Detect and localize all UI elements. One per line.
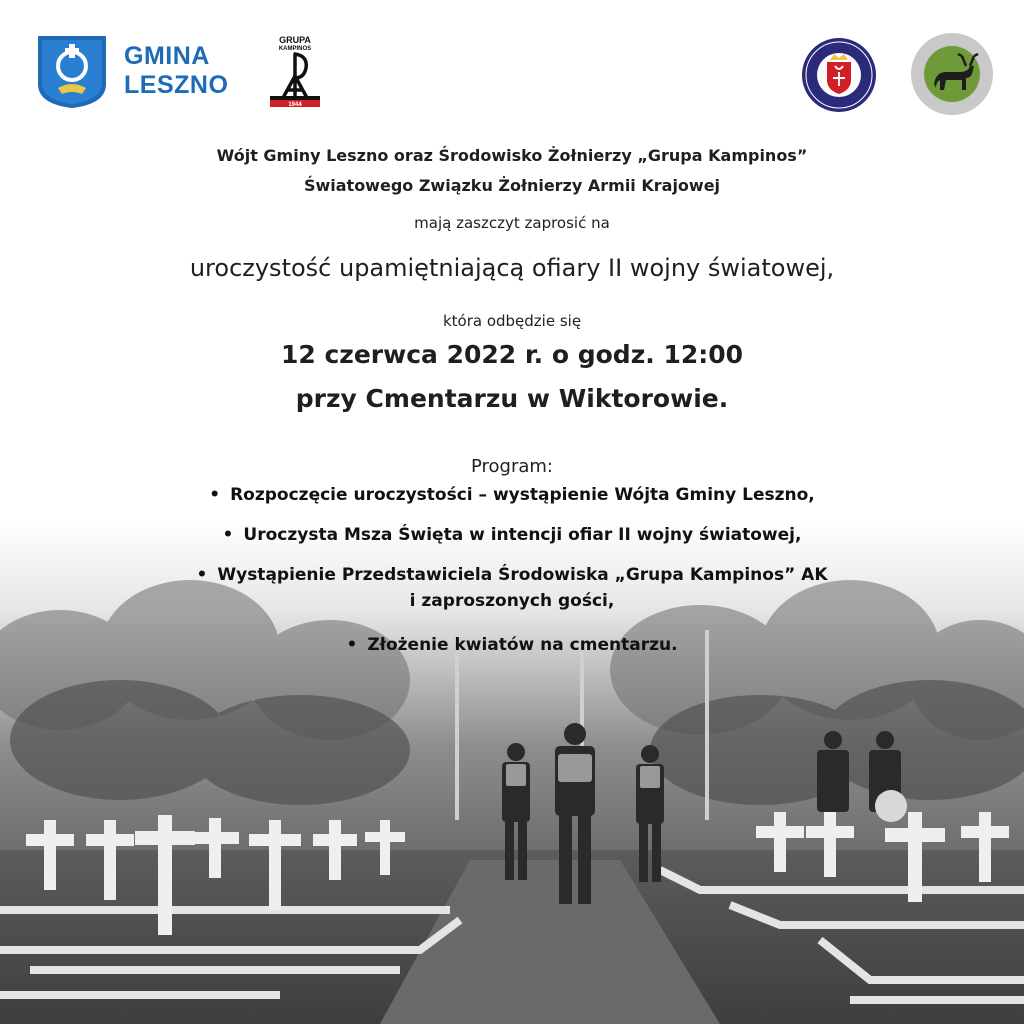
hosts-line-2: Światowego Związku Żołnierzy Armii Krajowej xyxy=(303,176,721,195)
bullet-icon: • xyxy=(346,635,358,655)
bullet-icon: • xyxy=(222,525,234,545)
grupa-kampinos-ak-logo-icon xyxy=(266,34,324,108)
program-item-text: i zaproszonych gości, xyxy=(409,591,615,611)
program-label: Program: xyxy=(470,456,553,477)
event-title: uroczystość upamiętniającą ofiary II wojny światowej, xyxy=(189,254,835,282)
program-item-text: Złożenie kwiatów na cmentarzu. xyxy=(367,635,678,655)
ak-logo-year-text: 1944 xyxy=(288,102,302,108)
gmina-wordmark-line2: LESZNO xyxy=(124,71,229,99)
which-line: która odbędzie się xyxy=(442,312,582,330)
program-item xyxy=(0,484,1024,506)
ak-logo-sub-text: KAMPINOS xyxy=(278,46,312,52)
bullet-icon: • xyxy=(209,485,221,505)
gmina-wordmark-line1: GMINA xyxy=(124,42,210,70)
logo-bar xyxy=(0,0,1024,120)
program-item xyxy=(0,524,1024,546)
program-item-text: Wystąpienie Przedstawiciela Środowiska „Grupa Kampinos” AK xyxy=(217,565,828,585)
kampinoski-park-narodowy-seal-icon xyxy=(910,32,994,116)
gmina-leszno-crest-icon xyxy=(36,34,108,110)
program-item xyxy=(0,634,1024,656)
event-date: 12 czerwca 2022 r. o godz. 12:00 xyxy=(280,340,744,369)
hosts-line-1: Wójt Gminy Leszno oraz Środowisko Żołnierzy „Grupa Kampinos” xyxy=(216,146,808,165)
event-place: przy Cmentarzu w Wiktorowie. xyxy=(295,384,729,413)
program-item xyxy=(0,564,1024,586)
program-item-text: Rozpoczęcie uroczystości – wystąpienie Wójta Gminy Leszno, xyxy=(230,485,815,505)
program-item-continuation xyxy=(0,590,1024,612)
gmina-leszno-wordmark xyxy=(124,42,228,100)
warsaw-garrison-seal-icon xyxy=(800,36,878,114)
bullet-icon: • xyxy=(196,565,208,585)
invite-line: mają zaszczyt zaprosić na xyxy=(414,214,610,232)
program-item-text: Uroczysta Msza Święta w intencji ofiar II wojny światowej, xyxy=(243,525,802,545)
ak-logo-top-text: GRUPA xyxy=(279,35,311,45)
